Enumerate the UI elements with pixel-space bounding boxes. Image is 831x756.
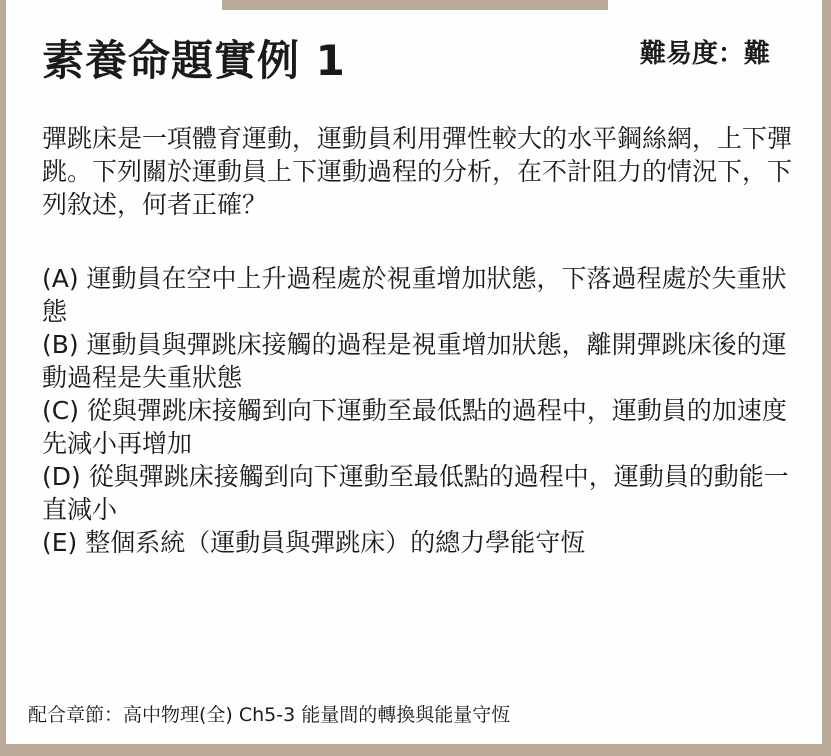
- option-e: (E) 整個系統（運動員與彈跳床）的總力學能守恆: [42, 528, 586, 557]
- options-list: [42, 262, 802, 559]
- option-a: (A) 運動員在空中上升過程處於視重增加狀態，下落過程處於失重狀態: [42, 264, 787, 326]
- option-b: (B) 運動員與彈跳床接觸的過程是視重增加狀態，離開彈跳床後的運動過程是失重狀態: [42, 330, 787, 392]
- question-text: 彈跳床是一項體育運動，運動員利用彈性較大的水平鋼絲網，上下彈跳。下列關於運動員上下運動過程的分析，在不計阻力的情況下，下列敘述，何者正確？: [42, 124, 793, 219]
- chapter-reference: 配合章節：高中物理(全) Ch5-3 能量間的轉換與能量守恆: [28, 704, 511, 726]
- page-title: 素養命題實例 1: [42, 36, 346, 85]
- top-tab-strip: [222, 0, 608, 10]
- difficulty-label: 難易度：難: [639, 39, 770, 69]
- option-d: (D) 從與彈跳床接觸到向下運動至最低點的過程中，運動員的動能一直減小: [42, 462, 789, 524]
- option-c: (C) 從與彈跳床接觸到向下運動至最低點的過程中，運動員的加速度先減小再增加: [42, 396, 787, 458]
- question-card: [6, 0, 822, 744]
